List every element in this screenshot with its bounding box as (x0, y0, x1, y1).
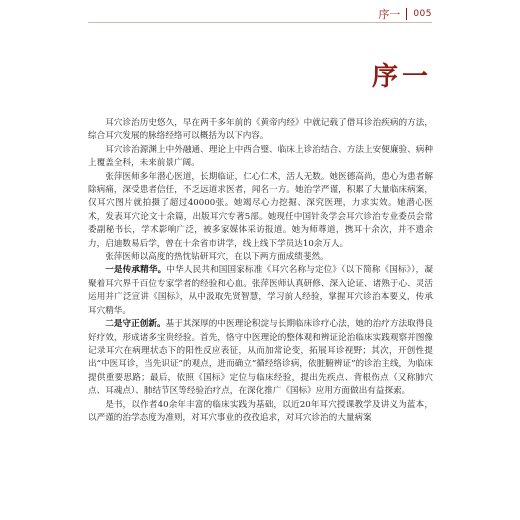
page-number: 005 (413, 9, 432, 19)
chapter-title: 序一 (371, 62, 432, 92)
paragraph: 是书，以作者40余年丰富的临床实践为基础，以近20年耳穴授课教学及讲义为蓝本，以严谨的治学态度为准则，对耳穴事业的孜孜追求，对耳穴诊治的大量病案 (88, 399, 433, 423)
paragraph: 耳穴诊治历史悠久，早在两千多年前的《黄帝内经》中就记载了借耳诊治疾病的方法，综合耳穴发展的脉络经络可以概括为以下内容。 (88, 118, 433, 142)
paragraph: 一是传承精华。中华人民共和国国家标准《耳穴名称与定位》（以下简称《国标》），凝聚着耳穴界千百位专家学者的经验和心血。张萍医师认真研修、深入论证、诸熟于心、灵活运用并广泛宣讲《国标》，从中汲取先贤智慧，学习前人经验，掌握耳穴诊治本要义，传承耳穴精华。 (88, 265, 433, 316)
paragraph: 耳穴诊治源渊上中外融通、理论上中西合璧、临床上诊治结合、方法上安便廉验、病种上覆盖全科，未来前景广阔。 (88, 144, 433, 169)
header-rule (88, 22, 432, 23)
header-divider (406, 8, 407, 20)
running-header (378, 6, 432, 22)
paragraph: 张萍医师以高度的热忱钻研耳穴，在以下两方面成绩斐然。 (105, 252, 329, 263)
paragraph: 张萍医师多年潜心医道，长期临证，仁心仁术，活人无数。她医德高尚，患心为患者解除病痛，深受患者信任，不乏远道求医者，闻名一方。她治学严谨，积累了大量临床病案，仅耳穴图片就拍摄了超过40000张。她竭尽心力挖掘、深究医理，力求实效。她潜心医术，发表耳穴论文十余篇，出版耳穴专著5部。她现任中国针灸学会耳穴诊治专业委员会常委副秘书长，学术影响广泛，被多家媒体采访报道。她为师尊道，携耳十余次，并不遗余力，启迪数易后学，曾在十余省市讲学，线上线下学员达10余万人。 (88, 171, 433, 249)
body-text (88, 117, 433, 425)
paragraph: 二是守正创新。基于其深厚的中医理论积淀与长期临床诊疗心法，她的治疗方法取得良好疗效，形成诸多宝贵经验。首先，恪守中医理论的整体观和辨证论治临床实践观察并图像记录耳穴在病理状态下的阳性反应表征，从而加常论变，拓展耳诊视野；其次，开创性提出“中医耳诊，当先识证”的观点，进而确立“循经络诊病，依脏腑辨证”的诊治主线，为临床提供重要思路；最后，依照《国标》定位与临床经验，提出先疾点、背根伤点（又称肺穴点、耳魂点）、肺结节区等经验治疗点，在深化推广《国标》应用方面做出有益探索。 (88, 319, 433, 397)
running-header-section: 序一 (378, 8, 401, 21)
